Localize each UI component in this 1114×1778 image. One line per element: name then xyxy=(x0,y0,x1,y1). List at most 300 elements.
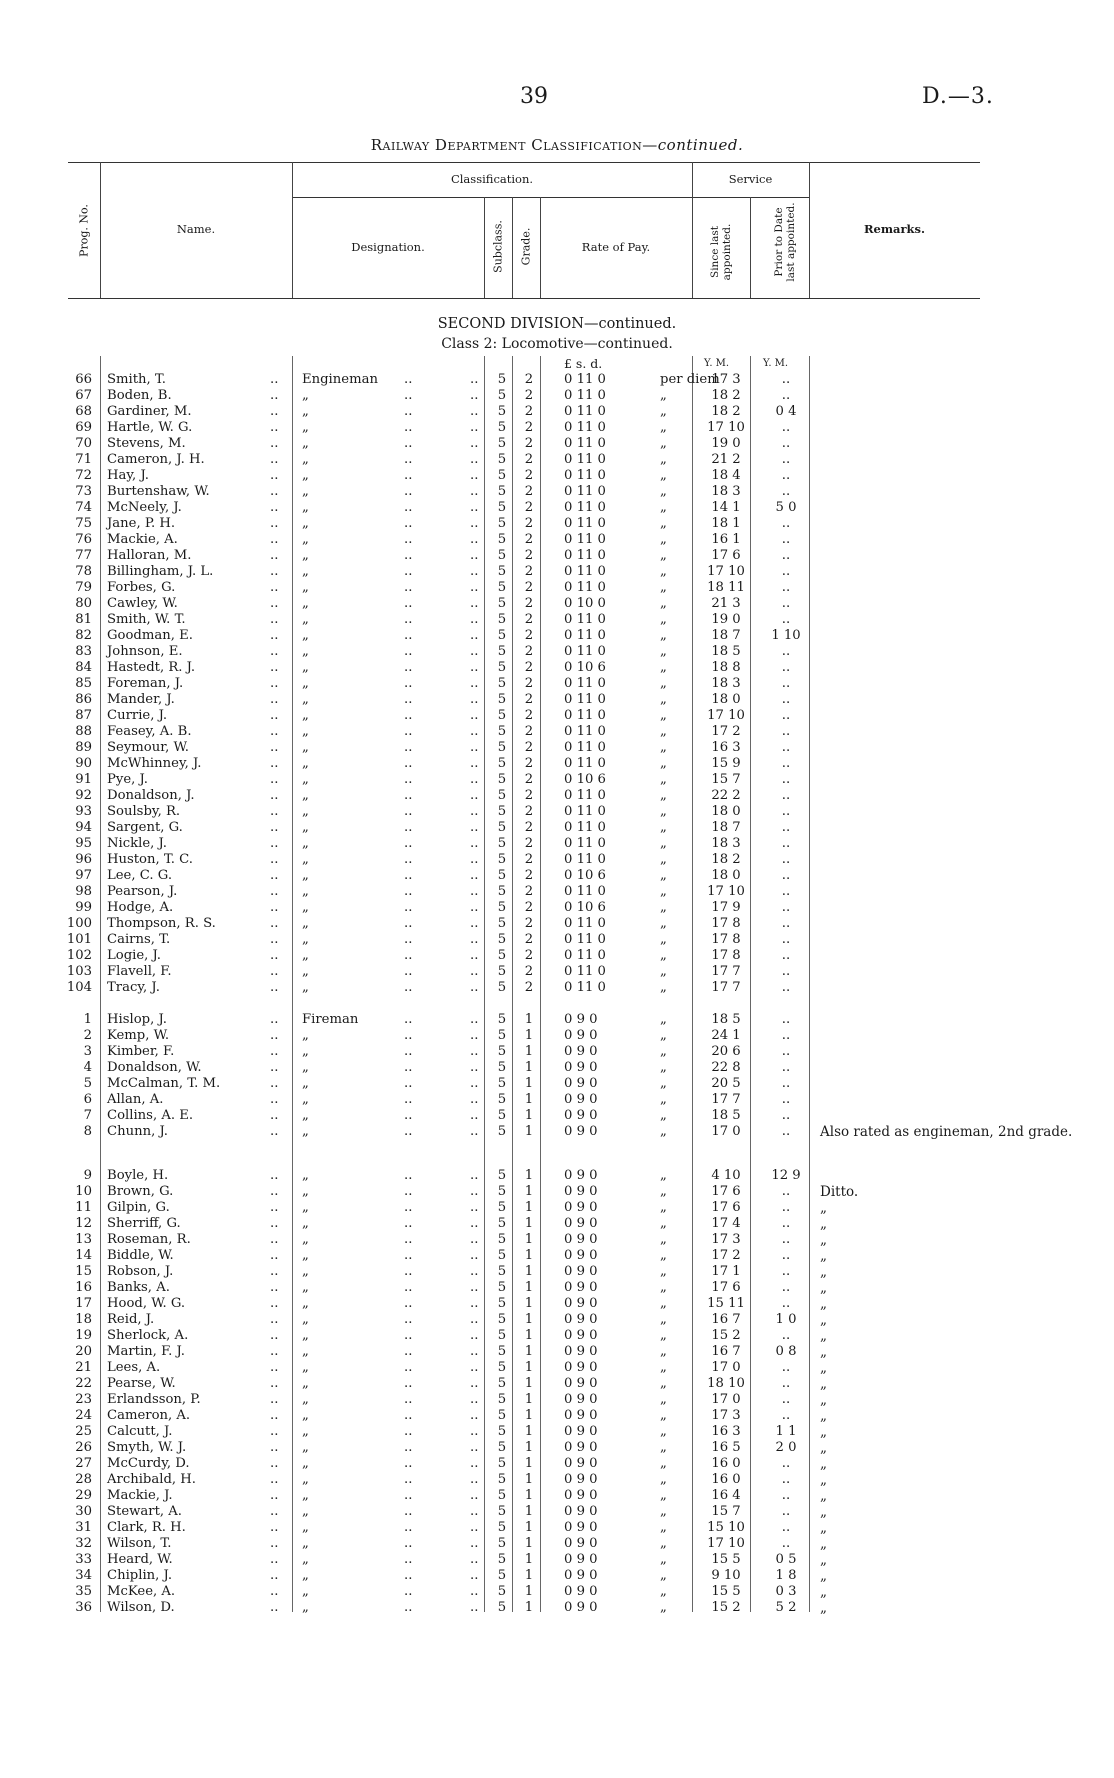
subclass: 5 xyxy=(497,372,507,387)
table-row xyxy=(0,1424,1114,1440)
employee-name: Collins, A. E. xyxy=(107,1108,194,1123)
rate-of-pay: 0 11 0 xyxy=(564,964,606,979)
prog-number: 91 xyxy=(75,772,92,787)
service-since-last: 16 0 xyxy=(711,1456,741,1471)
leader-dots: .. xyxy=(270,548,279,563)
subclass: 5 xyxy=(497,1328,507,1343)
header-bottom-rule xyxy=(68,298,980,299)
leader-dots: .. xyxy=(270,1472,279,1487)
leader-dots: .. xyxy=(404,596,413,611)
prog-number: 96 xyxy=(75,852,92,867)
header-classification: Classification. xyxy=(450,172,534,186)
table-row xyxy=(0,1076,1114,1092)
leader-dots: .. xyxy=(404,1520,413,1535)
grade: 1 xyxy=(524,1584,534,1599)
grade: 2 xyxy=(524,516,534,531)
service-since-last: 15 7 xyxy=(711,772,741,787)
prog-number: 84 xyxy=(75,660,92,675)
employee-name: Foreman, J. xyxy=(107,676,184,691)
leader-dots: .. xyxy=(270,820,279,835)
leader-dots: .. xyxy=(404,788,413,803)
rate-of-pay: 0 11 0 xyxy=(564,548,606,563)
rate-of-pay: 0 9 0 xyxy=(564,1012,598,1027)
subclass: 5 xyxy=(497,644,507,659)
rate-unit: „ xyxy=(660,1168,667,1183)
leader-dots: .. xyxy=(270,1280,279,1295)
rate-unit: „ xyxy=(660,676,667,691)
service-prior: .. xyxy=(781,852,791,867)
leader-dots: .. xyxy=(270,1108,279,1123)
subclass: 5 xyxy=(497,852,507,867)
leader-dots: .. xyxy=(470,404,479,419)
subclass: 5 xyxy=(497,708,507,723)
designation: „ xyxy=(302,1360,309,1375)
table-row xyxy=(0,900,1114,916)
grade: 1 xyxy=(524,1344,534,1359)
designation: „ xyxy=(302,1296,309,1311)
leader-dots: .. xyxy=(470,804,479,819)
service-since-last: 18 11 xyxy=(707,580,745,595)
subclass: 5 xyxy=(497,948,507,963)
header-name: Name. xyxy=(176,222,216,236)
service-since-last: 18 5 xyxy=(711,1012,741,1027)
grade: 2 xyxy=(524,916,534,931)
rate-unit: „ xyxy=(660,1012,667,1027)
subclass: 5 xyxy=(497,724,507,739)
grade: 2 xyxy=(524,660,534,675)
leader-dots: .. xyxy=(470,516,479,531)
leader-dots: .. xyxy=(404,676,413,691)
designation: „ xyxy=(302,756,309,771)
rate-of-pay: 0 11 0 xyxy=(564,404,606,419)
grade: 2 xyxy=(524,420,534,435)
rate-unit: „ xyxy=(660,1520,667,1535)
rate-unit: „ xyxy=(660,404,667,419)
leader-dots: .. xyxy=(404,628,413,643)
service-since-last: 21 2 xyxy=(711,452,741,467)
service-prior: .. xyxy=(781,420,791,435)
rate-of-pay: 0 11 0 xyxy=(564,820,606,835)
leader-dots: .. xyxy=(270,1584,279,1599)
leader-dots: .. xyxy=(470,724,479,739)
service-since-last: 15 9 xyxy=(711,756,741,771)
leader-dots: .. xyxy=(270,1044,279,1059)
leader-dots: .. xyxy=(404,1264,413,1279)
rate-unit: „ xyxy=(660,1360,667,1375)
employee-name: Roseman, R. xyxy=(107,1232,191,1247)
employee-name: Allan, A. xyxy=(107,1092,164,1107)
table-row xyxy=(0,1504,1114,1520)
subclass: 5 xyxy=(497,980,507,995)
leader-dots: .. xyxy=(270,884,279,899)
subclass: 5 xyxy=(497,1232,507,1247)
prog-number: 79 xyxy=(75,580,92,595)
service-since-last: 18 0 xyxy=(711,868,741,883)
grade: 2 xyxy=(524,836,534,851)
prog-number: 9 xyxy=(83,1168,92,1183)
employee-name: Huston, T. C. xyxy=(107,852,193,867)
service-prior: .. xyxy=(781,772,791,787)
prog-number: 11 xyxy=(75,1200,92,1215)
prog-number: 12 xyxy=(75,1216,92,1231)
service-since-last: 19 0 xyxy=(711,436,741,451)
service-since-last: 18 5 xyxy=(711,1108,741,1123)
prog-number: 66 xyxy=(75,372,92,387)
subclass: 5 xyxy=(497,436,507,451)
remark: „ xyxy=(820,1424,827,1440)
designation: „ xyxy=(302,1076,309,1091)
table-row xyxy=(0,868,1114,884)
prog-number: 104 xyxy=(66,980,92,995)
leader-dots: .. xyxy=(404,516,413,531)
prog-number: 67 xyxy=(75,388,92,403)
employee-name: Cawley, W. xyxy=(107,596,178,611)
grade: 1 xyxy=(524,1600,534,1615)
designation: „ xyxy=(302,836,309,851)
header-prior-to-date: Prior to Date last appointed. xyxy=(773,202,797,282)
prog-number: 88 xyxy=(75,724,92,739)
designation: „ xyxy=(302,964,309,979)
subclass: 5 xyxy=(497,900,507,915)
service-since-last: 9 10 xyxy=(711,1568,741,1583)
subclass: 5 xyxy=(497,1344,507,1359)
grade: 2 xyxy=(524,820,534,835)
leader-dots: .. xyxy=(404,1392,413,1407)
rate-of-pay: 0 11 0 xyxy=(564,676,606,691)
prog-number: 25 xyxy=(75,1424,92,1439)
employee-name: Feasey, A. B. xyxy=(107,724,192,739)
rate-unit: „ xyxy=(660,740,667,755)
table-row xyxy=(0,836,1114,852)
designation: „ xyxy=(302,1456,309,1471)
service-prior: .. xyxy=(781,884,791,899)
employee-name: Kimber, F. xyxy=(107,1044,175,1059)
grade: 2 xyxy=(524,884,534,899)
rate-unit: „ xyxy=(660,804,667,819)
leader-dots: .. xyxy=(404,916,413,931)
grade: 2 xyxy=(524,532,534,547)
employee-name: Hood, W. G. xyxy=(107,1296,186,1311)
leader-dots: .. xyxy=(470,1536,479,1551)
remark: „ xyxy=(820,1296,827,1312)
designation: Engineman xyxy=(302,372,378,387)
rate-unit: „ xyxy=(660,948,667,963)
table-row xyxy=(0,772,1114,788)
header-designation: Designation. xyxy=(351,240,425,254)
table-row xyxy=(0,724,1114,740)
leader-dots: .. xyxy=(404,1248,413,1263)
grade: 2 xyxy=(524,852,534,867)
rate-of-pay: 0 9 0 xyxy=(564,1376,598,1391)
service-prior: .. xyxy=(781,1044,791,1059)
service-since-last: 4 10 xyxy=(711,1168,741,1183)
leader-dots: .. xyxy=(270,484,279,499)
table-row xyxy=(0,1028,1114,1044)
service-since-last: 20 6 xyxy=(711,1044,741,1059)
employee-name: Logie, J. xyxy=(107,948,161,963)
grade: 2 xyxy=(524,564,534,579)
prog-number: 87 xyxy=(75,708,92,723)
employee-name: Cameron, A. xyxy=(107,1408,191,1423)
service-since-last: 15 7 xyxy=(711,1504,741,1519)
rate-of-pay: 0 9 0 xyxy=(564,1520,598,1535)
leader-dots: .. xyxy=(470,1028,479,1043)
subclass: 5 xyxy=(497,820,507,835)
service-prior: .. xyxy=(781,756,791,771)
rate-of-pay: 0 11 0 xyxy=(564,372,606,387)
rate-of-pay: 0 10 6 xyxy=(564,772,606,787)
service-since-last: 15 5 xyxy=(711,1584,741,1599)
leader-dots: .. xyxy=(470,1124,479,1139)
subclass: 5 xyxy=(497,1216,507,1231)
designation: „ xyxy=(302,1184,309,1199)
prog-number: 18 xyxy=(75,1312,92,1327)
employee-name: Wilson, T. xyxy=(107,1536,172,1551)
prog-number: 8 xyxy=(83,1124,92,1139)
leader-dots: .. xyxy=(404,740,413,755)
leader-dots: .. xyxy=(270,500,279,515)
table-row xyxy=(0,916,1114,932)
leader-dots: .. xyxy=(270,388,279,403)
employee-name: Forbes, G. xyxy=(107,580,176,595)
designation: „ xyxy=(302,1028,309,1043)
prog-number: 98 xyxy=(75,884,92,899)
leader-dots: .. xyxy=(470,1248,479,1263)
service-since-last: 18 3 xyxy=(711,676,741,691)
table-row xyxy=(0,1280,1114,1296)
table-row xyxy=(0,1044,1114,1060)
table-row xyxy=(0,644,1114,660)
subclass: 5 xyxy=(497,468,507,483)
employee-name: Kemp, W. xyxy=(107,1028,170,1043)
leader-dots: .. xyxy=(270,516,279,531)
service-prior: .. xyxy=(781,1520,791,1535)
service-since-last: 17 1 xyxy=(711,1264,741,1279)
service-since-last: 17 0 xyxy=(711,1124,741,1139)
leader-dots: .. xyxy=(270,564,279,579)
rate-of-pay: 0 11 0 xyxy=(564,884,606,899)
units-money: £ s. d. xyxy=(564,356,603,371)
designation: „ xyxy=(302,884,309,899)
designation: „ xyxy=(302,1504,309,1519)
service-prior: 0 5 xyxy=(775,1552,797,1567)
rate-unit: „ xyxy=(660,452,667,467)
leader-dots: .. xyxy=(270,836,279,851)
leader-dots: .. xyxy=(270,596,279,611)
leader-dots: .. xyxy=(470,1600,479,1615)
leader-dots: .. xyxy=(470,1360,479,1375)
header-subclass: Subclass. xyxy=(491,220,505,273)
service-prior: .. xyxy=(781,1108,791,1123)
rate-unit: „ xyxy=(660,516,667,531)
grade: 1 xyxy=(524,1248,534,1263)
rate-unit: „ xyxy=(660,756,667,771)
prog-number: 94 xyxy=(75,820,92,835)
designation: „ xyxy=(302,1584,309,1599)
leader-dots: .. xyxy=(404,1232,413,1247)
designation: „ xyxy=(302,740,309,755)
leader-dots: .. xyxy=(470,1344,479,1359)
designation: „ xyxy=(302,388,309,403)
employee-name: Goodman, E. xyxy=(107,628,193,643)
service-prior: 1 1 xyxy=(775,1424,797,1439)
leader-dots: .. xyxy=(270,1200,279,1215)
rate-unit: „ xyxy=(660,1108,667,1123)
remark: „ xyxy=(820,1344,827,1360)
designation: „ xyxy=(302,468,309,483)
leader-dots: .. xyxy=(270,1568,279,1583)
grade: 2 xyxy=(524,980,534,995)
header-remarks: Remarks. xyxy=(864,222,925,236)
table-row xyxy=(0,564,1114,580)
service-prior: 1 10 xyxy=(771,628,801,643)
leader-dots: .. xyxy=(270,804,279,819)
remark: „ xyxy=(820,1200,827,1216)
grade: 1 xyxy=(524,1472,534,1487)
employee-name: Gardiner, M. xyxy=(107,404,192,419)
leader-dots: .. xyxy=(404,1376,413,1391)
leader-dots: .. xyxy=(270,1552,279,1567)
designation: „ xyxy=(302,628,309,643)
rate-unit: „ xyxy=(660,1216,667,1231)
employee-name: Heard, W. xyxy=(107,1552,173,1567)
grade: 2 xyxy=(524,468,534,483)
leader-dots: .. xyxy=(404,532,413,547)
designation: „ xyxy=(302,1168,309,1183)
remark: „ xyxy=(820,1440,827,1456)
subclass: 5 xyxy=(497,1408,507,1423)
rate-unit: „ xyxy=(660,548,667,563)
remark: „ xyxy=(820,1472,827,1488)
leader-dots: .. xyxy=(404,1280,413,1295)
service-prior: .. xyxy=(781,1392,791,1407)
rate-of-pay: 0 11 0 xyxy=(564,724,606,739)
service-prior: .. xyxy=(781,388,791,403)
leader-dots: .. xyxy=(470,580,479,595)
rate-of-pay: 0 11 0 xyxy=(564,516,606,531)
grade: 2 xyxy=(524,948,534,963)
service-prior: .. xyxy=(781,1536,791,1551)
employee-name: Sherriff, G. xyxy=(107,1216,181,1231)
service-since-last: 16 0 xyxy=(711,1472,741,1487)
page-title-continued: continued. xyxy=(657,136,744,154)
prog-number: 19 xyxy=(75,1328,92,1343)
rate-unit: „ xyxy=(660,1472,667,1487)
remark: „ xyxy=(820,1600,827,1616)
prog-number: 13 xyxy=(75,1232,92,1247)
leader-dots: .. xyxy=(470,1092,479,1107)
rate-unit: per diem xyxy=(660,372,720,387)
service-prior: 0 8 xyxy=(775,1344,797,1359)
rate-of-pay: 0 9 0 xyxy=(564,1456,598,1471)
remark: „ xyxy=(820,1584,827,1600)
table-row xyxy=(0,804,1114,820)
prog-number: 2 xyxy=(83,1028,92,1043)
leader-dots: .. xyxy=(470,1584,479,1599)
prog-number: 77 xyxy=(75,548,92,563)
leader-dots: .. xyxy=(270,868,279,883)
leader-dots: .. xyxy=(404,420,413,435)
service-since-last: 16 3 xyxy=(711,740,741,755)
rate-unit: „ xyxy=(660,612,667,627)
designation: „ xyxy=(302,1392,309,1407)
subclass: 5 xyxy=(497,1600,507,1615)
employee-name: Jane, P. H. xyxy=(107,516,176,531)
rate-of-pay: 0 11 0 xyxy=(564,980,606,995)
leader-dots: .. xyxy=(270,676,279,691)
rate-of-pay: 0 9 0 xyxy=(564,1504,598,1519)
subclass: 5 xyxy=(497,1280,507,1295)
prog-number: 28 xyxy=(75,1472,92,1487)
designation: „ xyxy=(302,580,309,595)
designation: „ xyxy=(302,1124,309,1139)
subclass: 5 xyxy=(497,1184,507,1199)
rate-of-pay: 0 9 0 xyxy=(564,1124,598,1139)
service-prior: .. xyxy=(781,948,791,963)
leader-dots: .. xyxy=(404,1044,413,1059)
leader-dots: .. xyxy=(270,1264,279,1279)
leader-dots: .. xyxy=(270,1392,279,1407)
prog-number: 6 xyxy=(83,1092,92,1107)
leader-dots: .. xyxy=(404,1012,413,1027)
service-since-last: 18 5 xyxy=(711,644,741,659)
rate-unit: „ xyxy=(660,580,667,595)
grade: 2 xyxy=(524,388,534,403)
subclass: 5 xyxy=(497,1296,507,1311)
remark: „ xyxy=(820,1536,827,1552)
leader-dots: .. xyxy=(404,772,413,787)
leader-dots: .. xyxy=(270,772,279,787)
subclass: 5 xyxy=(497,564,507,579)
designation: „ xyxy=(302,1044,309,1059)
table-row xyxy=(0,660,1114,676)
service-prior: .. xyxy=(781,692,791,707)
leader-dots: .. xyxy=(404,1344,413,1359)
table-row xyxy=(0,500,1114,516)
service-since-last: 17 4 xyxy=(711,1216,741,1231)
leader-dots: .. xyxy=(470,1376,479,1391)
rate-of-pay: 0 9 0 xyxy=(564,1108,598,1123)
leader-dots: .. xyxy=(270,420,279,435)
leader-dots: .. xyxy=(404,1076,413,1091)
grade: 1 xyxy=(524,1360,534,1375)
subclass: 5 xyxy=(497,612,507,627)
leader-dots: .. xyxy=(404,708,413,723)
leader-dots: .. xyxy=(404,1600,413,1615)
grade: 2 xyxy=(524,772,534,787)
service-prior: .. xyxy=(781,1504,791,1519)
rate-of-pay: 0 9 0 xyxy=(564,1264,598,1279)
leader-dots: .. xyxy=(470,1296,479,1311)
leader-dots: .. xyxy=(270,1520,279,1535)
header-divider xyxy=(750,197,751,298)
rate-of-pay: 0 10 0 xyxy=(564,596,606,611)
leader-dots: .. xyxy=(470,500,479,515)
employee-name: Hislop, J. xyxy=(107,1012,167,1027)
service-since-last: 16 7 xyxy=(711,1344,741,1359)
service-since-last: 17 8 xyxy=(711,932,741,947)
rate-unit: „ xyxy=(660,1552,667,1567)
employee-name: Chiplin, J. xyxy=(107,1568,173,1583)
prog-number: 101 xyxy=(66,932,92,947)
employee-name: Boden, B. xyxy=(107,388,172,403)
rate-of-pay: 0 11 0 xyxy=(564,484,606,499)
prog-number: 21 xyxy=(75,1360,92,1375)
service-since-last: 18 1 xyxy=(711,516,741,531)
leader-dots: .. xyxy=(270,740,279,755)
leader-dots: .. xyxy=(470,708,479,723)
subclass: 5 xyxy=(497,388,507,403)
